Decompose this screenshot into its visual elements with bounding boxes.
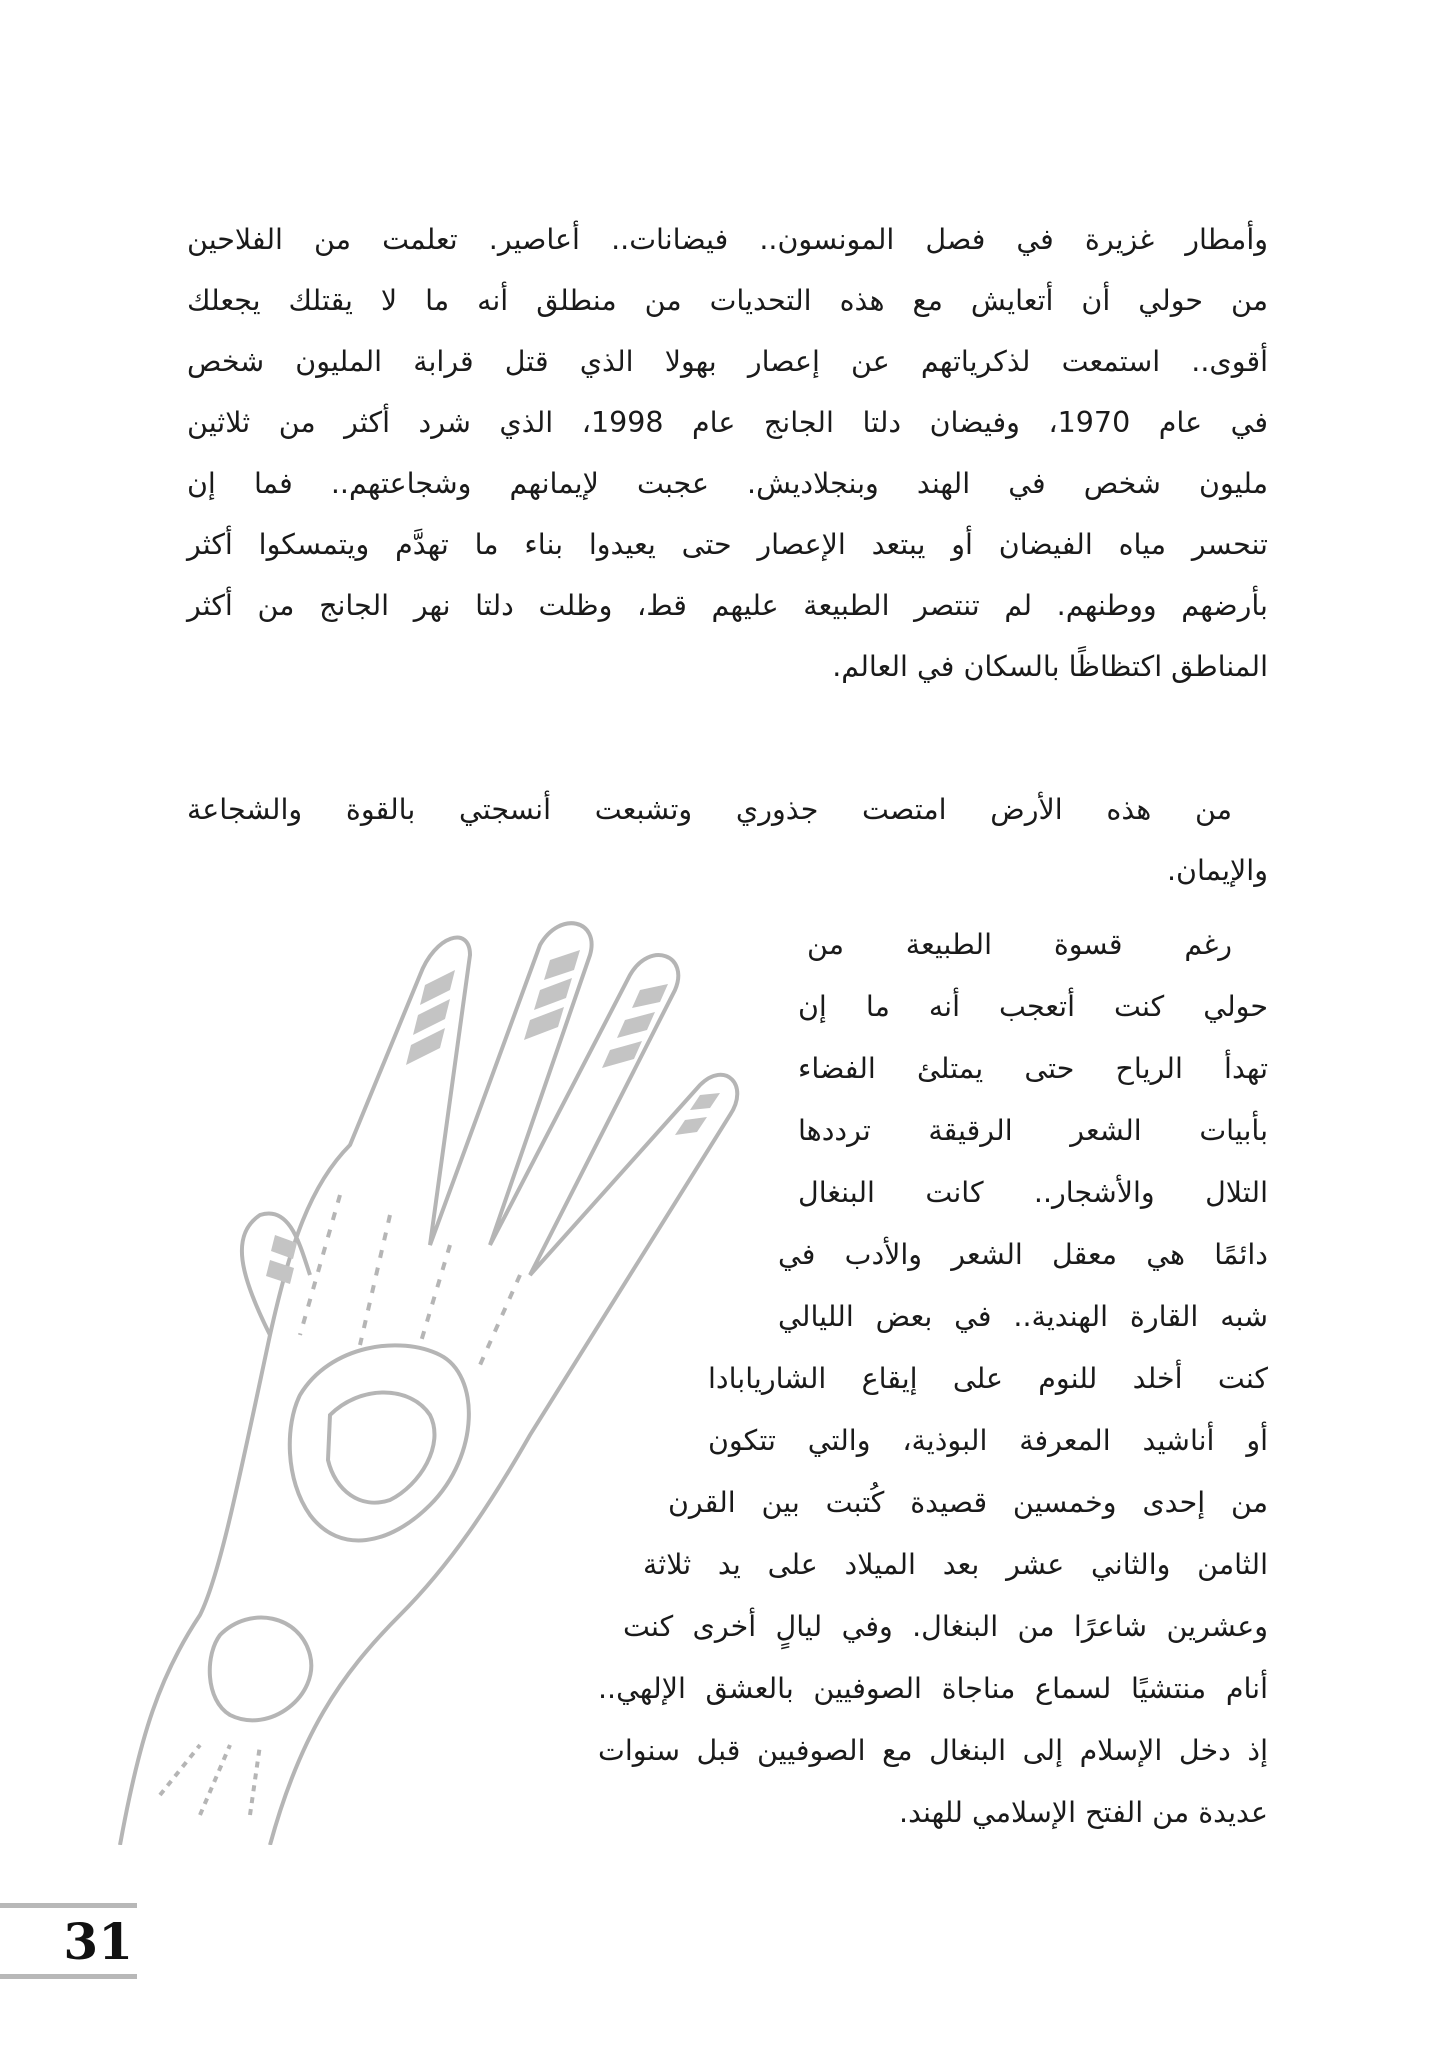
text-line: المناطق اكتظاظًا بالسكان في العالم. xyxy=(832,650,1268,683)
text-line: أو أناشيد المعرفة البوذية، والتي تتكون xyxy=(708,1424,1268,1457)
text-line: بأبيات الشعر الرقيقة ترددها xyxy=(798,1114,1268,1147)
text-line: التلال والأشجار.. كانت البنغال xyxy=(798,1176,1268,1209)
text-line: في عام 1970، وفيضان دلتا الجانج عام 1998، الذي شرد أكثر من ثلاثين xyxy=(187,406,1268,439)
text-line: أقوى.. استمعت لذكرياتهم عن إعصار بهولا الذي قتل قرابة المليون شخص xyxy=(187,345,1268,378)
page-number-box xyxy=(0,1903,137,1979)
text-line: عديدة من الفتح الإسلامي للهند. xyxy=(899,1796,1268,1829)
text-line: والإيمان. xyxy=(1166,854,1268,887)
text-line: الثامن والثاني عشر بعد الميلاد على يد ثلاثة xyxy=(643,1548,1268,1581)
text-line: أنام منتشيًا لسماع مناجاة الصوفيين بالعشق الإلهي.. xyxy=(598,1672,1268,1705)
text-line: تنحسر مياه الفيضان أو يبتعد الإعصار حتى يعيدوا بناء ما تهدَّم ويتمسكوا أكثر xyxy=(187,528,1268,561)
text-line: دائمًا هي معقل الشعر والأدب في xyxy=(778,1238,1268,1271)
text-line: من إحدى وخمسين قصيدة كُتبت بين القرن xyxy=(668,1486,1268,1519)
text-line: حولي كنت أتعجب أنه ما إن xyxy=(798,990,1268,1023)
text-line: وأمطار غزيرة في فصل المونسون.. فيضانات.. أعاصير. تعلمت من الفلاحين xyxy=(187,223,1268,256)
page-number: 31 xyxy=(63,1912,133,1971)
text-line: من حولي أن أتعايش مع هذه التحديات من منطلق أنه ما لا يقتلك يجعلك xyxy=(187,284,1268,317)
text-line: كنت أخلد للنوم على إيقاع الشاريابادا xyxy=(708,1362,1268,1395)
text-line: شبه القارة الهندية.. في بعض الليالي xyxy=(778,1300,1268,1333)
text-line: بأرضهم ووطنهم. لم تنتصر الطبيعة عليهم قط، وظلت دلتا نهر الجانج من أكثر xyxy=(187,589,1268,622)
text-line: تهدأ الرياح حتى يمتلئ الفضاء xyxy=(798,1052,1268,1085)
text-line: وعشرين شاعرًا من البنغال. وفي ليالٍ أخرى كنت xyxy=(623,1610,1268,1643)
text-line: رغم قسوة الطبيعة من xyxy=(807,928,1232,961)
henna-hand-icon xyxy=(100,915,800,1845)
text-line: مليون شخص في الهند وبنجلاديش. عجبت لإيمانهم وشجاعتهم.. فما إن xyxy=(187,467,1268,500)
text-line: من هذه الأرض امتصت جذوري وتشبعت أنسجتي بالقوة والشجاعة xyxy=(187,793,1232,826)
text-line: إذ دخل الإسلام إلى البنغال مع الصوفيين قبل سنوات xyxy=(598,1734,1268,1767)
